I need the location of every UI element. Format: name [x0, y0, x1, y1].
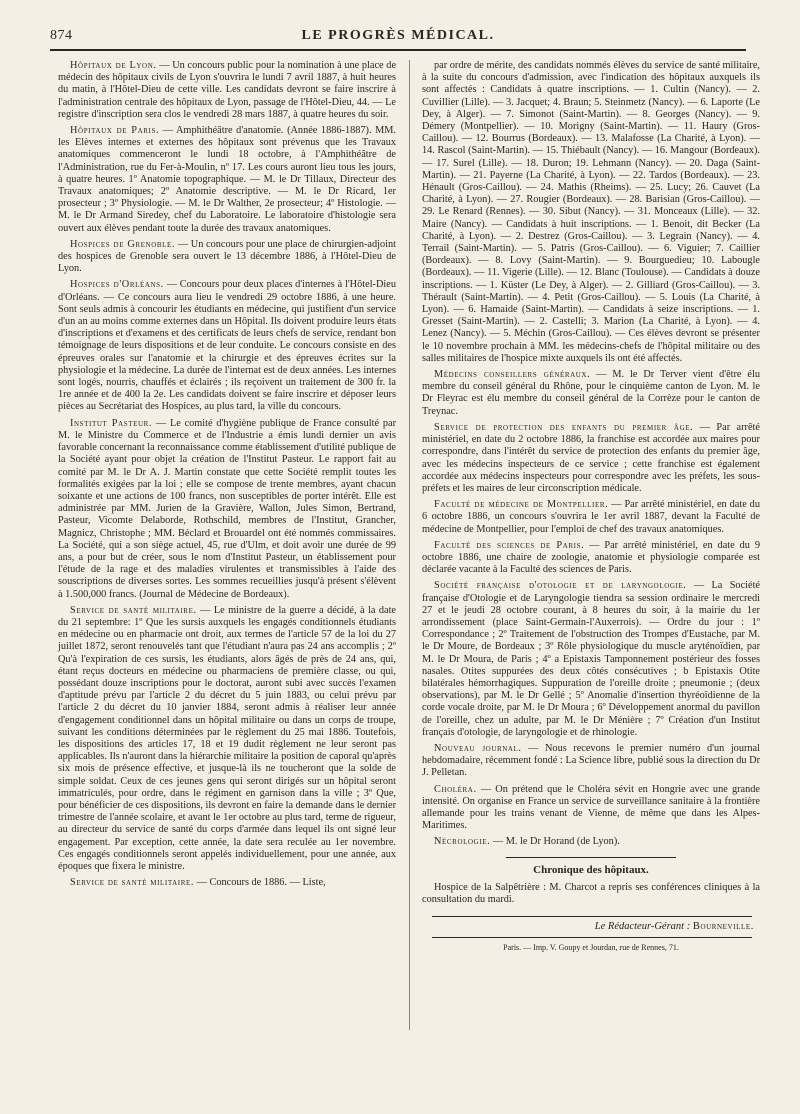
imprint-rule [432, 937, 752, 938]
item-heading: Hôpitaux de Paris. [70, 125, 160, 137]
item-text: — M. le Dr Terver vient d'être élu membre du conseil général du Rhône, pour le cinquième canton de Lyon. M. le Dr Fleyrac est élu membre du conseil général de la Corrèze pour le canton de Treynac. [422, 369, 760, 417]
journal-title: LE PROGRÈS MÉDICAL. [301, 28, 495, 43]
item-text: — Le comité d'hygiène publique de France consulté par M. le Ministre du Commerce et de l'Industrie a émis lundi dernier un avis favorable concernant la reconnaissance comme établissement d'utilité publique de la Société ayant pour objet la création de l'Institut Pasteur. Le rapport fait au comité par M. le Dr A. J. Martin constate que cette Société remplit toutes les formalités exigées par la loi ; elle se compose de trente membres, ayant chacun soixante et une actions de 100 francs, non susceptibles de porter intérêt. Elle est administrée par MM. Jurien de la Gravière, Wallon, Jules Simon, Bertrand, Pasteur, Vicomte Delaborde, Rothschild, membres de l'Institut, Grancher, Magnicz, Christophe ; MM. Béclard et Brouardel ont été nommés commissaires. La Société, qui a son siège actuel, 45, rue d'Ulm, et doit avoir une durée de 99 ans, a pour but de créer, sous le nom d'Institut Pasteur, un établissement pour l'étude de la rage et des maladies virulentes et transmissibles à l'aide des souscriptions de diverses sortes. Les sommes recueillies jusqu'à présent s'élèvent à 1.500,000 francs. (Journal de Médecine de Bordeaux). [58, 417, 397, 600]
item-text: — Amphithéâtre d'anatomie. (Année 1886-1887). MM. les Elèves internes et externes des hôpitaux sont prévenus que les Travaux anatomiques commenceront le lundi 18 octobre, à l'Amphithéâtre de l'Administration, rue du Fer-à-Moulin, nº 17. Les cours auront lieu tous les jours, à quatre heures. 1º Anatomie topographique. — M. le Dr Tillaux, Directeur des Travaux anatomiques; 2º Anatomie descriptive. — M. le Dr Ricard, 1er prosecteur ; 3º Physiologie. — M. le Dr Walther, 2e prosecteur; 4º Histologie. — M. le Dr Armand Siredey, chef du Laboratoire. Le laboratoire d'histologie sera ouvert aux élèves pendant toute la durée des travaux anatomiques. [58, 125, 397, 234]
news-item [58, 60, 396, 121]
item-text: — Concours pour deux places d'internes à l'Hôtel-Dieu d'Orléans. — Ce concours aura lieu le vendredi 29 octobre 1886, à une heure. Sont seuls admis à concourir les étudiants en médecine, qui justifient d'un service d'un an au moins comme externes dans un Hôpital. Ils doivent produire leurs états d'inscriptions et d'examens et des certificats de leurs chefs de service, rendant bon témoignage de leurs dispositions et de leur conduite. Le concours consiste en des épreuves orales sur l'anatomie et la chirurgie et des épreuves écrites sur la physiologie et la médecine. La durée de l'internat est de deux années. Les internes sont logés, nourris, chauffés et éclairés ; ils reçoivent un traitement de 300 fr. la 1re année et de 400 la 2e. Les candidats doivent se faire inscrire et déposer leurs pièces au Secrétariat des Hospices, au plus tard, la ville du concours. [58, 279, 397, 413]
news-item [422, 784, 760, 833]
news-item [422, 422, 760, 495]
item-heading: Institut Pasteur. [70, 417, 153, 429]
page-number: 874 [50, 28, 73, 43]
item-text: — Un concours pour une place de chirurgien-adjoint des hospices de Grenoble sera ouvert le 13 décembre 1886, à l'Hôtel-Dieu de Lyon. [58, 238, 397, 275]
item-text: — Le ministre de la guerre a décidé, à la date du 21 septembre: 1º Que les sursis auxquels les engagés conditionnels étudiants en médecine ou en pharmacie ont droit, aux termes de l'article 57 de la loi du 27 juillet 1872, seront renouvelés tant que l'étudiant n'aura pas 24 ans accomplis ; 2º Qu'à l'expiration de ces sursis, les étudiants, alors âgés de près de 24 ans, qui, étant reçus docteurs en médecine ou pharmaciens de première classe, ou qui, possédant douze inscriptions pour le doctorat, auront subi avec succès l'examen d'aptitude prévu par l'article 2 du décret du 5 juin 1883, ou celui prévu par l'article 2 du décret du 10 janvier 1884, seront admis à réaliser leur année d'engagement conditionnel dans un hôpital militaire ou dans un corps de troupe, suivant les conditions déterminées par le règlement du 25 mai 1886. Toutefois, les dispositions des articles 17, 18 et 19 dudit règlement ne leur seront pas applicables. Ils n'auront dans la hiérarchie militaire la position de caporal qu'après six mois de présence effective, et jusque-là ils ne toucheront que la solde de simple soldat. Ceux de ces jeunes gens qui seront dirigés sur un hôpital seront immatriculés, pour ordre, dans le régiment en garnison dans la ville ; 3º Que, pour bénéficier de ces dispositions, ils devront en faire la demande dans le dernier trimestre de l'année scolaire, et avant le 1er octobre au plus tard, terme de rigueur, au directeur du service de santé du corps d'armée dans lequel ils ont signé leur engagement. Par exception, cette année, la date sera reculée au 1er novembre. Ces engagés conditionnels seront appelés individuellement, pour une année, aux époques que fixera le ministre. [58, 604, 396, 872]
item-text: — Un concours public pour la nomination à une place de médecin des hôpitaux civils de Lyon s'ouvrira le lundi 7 avril 1887, à huit heures du matin, à l'Hôtel-Dieu de cette ville. Les candidats devront se faire inscrire à l'administration centrale des hôpitaux de Lyon, passage de l'Hôtel-Dieu, 44. — Le registre d'inscription sera clos le vendredi 28 mars 1887, à quatre heures du soir. [58, 60, 397, 120]
news-item [58, 605, 396, 873]
header-rule [50, 49, 746, 51]
chronique-heading: Chronique des hôpitaux. [422, 857, 760, 876]
item-heading: Choléra. [434, 783, 477, 795]
item-text: — Par arrêté ministériel, en date du 6 octobre 1886, un concours s'ouvrira le 1er avril 1887, devant la Faculté de médecine de Montpellier, pour l'emploi de chef des travaux anatomiques. [422, 499, 760, 535]
news-item [58, 418, 396, 601]
page-header [50, 28, 746, 46]
item-heading: Hospices de Grenoble. [70, 238, 176, 250]
item-heading: Hôpitaux de Lyon. [70, 60, 157, 71]
item-text: — La Société française d'Otologie et de Laryngologie tiendra sa session ordinaire le mercredi 27 et le jeudi 28 octobre courant, à 8 heures du soir, à la mairie du 1er arrondissement (place Saint-Germain-l'Auxerrois). — Ordre du jour : 1º Correspondance ; 2º Traitement de l'obstruction des Trompes d'Eustache, par M. le Dr Moure, de Bordeaux ; 3º Rôle physiologique du muscle aryténoïdien, par M. le Dr Moura, de Paris ; 4º a Epistaxis Tamponnement postérieur des fosses nasales. Otites suppurées des deux côtés consécutives ; b Epistaxis Otite bilatérales hémorrhagiques. Suppuration de l'oreille droite ; pneumonie ; (deux observations), par M. le Dr Gellé ; 5º Anomalie d'insertion thyréoïdienne de la corde vocale droite, par M. le Dr Moura ; 6º Développement anormal du pavillon de l'oreille, chez un adulte, par M. le Dr Ménière ; 7º Création d'un Institut français d'otologie, de laryngologie et de rhinologie. [422, 580, 760, 738]
printer-imprint: Paris. — Imp. V. Goupy et Jourdan, rue de Rennes, 71. [503, 943, 679, 953]
item-heading: Nouveau journal. [434, 742, 522, 754]
item-text: — On prétend que le Choléra sévit en Hongrie avec une grande intensité. On organise en France un service de surveillance sanitaire à la frontière allemande pour les trains venant de Vienne, de même que dans les Alpes-Maritimes. [422, 783, 760, 832]
signature-rule [432, 916, 752, 917]
item-text: — M. le Dr Horand (de Lyon). [492, 836, 620, 848]
item-text: par ordre de mérite, des candidats nommés élèves du service de santé militaire, à la suite du concours d'admission, avec l'indication des hôpitaux auxquels ils sont affectés : Candidats à quatre inscriptions. — 1. Cultin (Nancy). — 2. Cuvillier (Lille). — 3. Jacquet; 4. Braun; 5. Steinmetz (Nancy). — 6. Laporte (Le Dey, à Alger). — 7. Simonot (Saint-Martin). — 8. Georges (Nancy). — 9. Démery (Montpellier). — 10. Morigny (Saint-Martin). — 11. Haury (Gros-Caillou). — 12. Bourrus (Bordeaux). — 13. Malafosse (La Charité, à Lyon). — 14. Rascol (Saint-Martin). — 15. Thiébault (Nancy). — 16. Mangour (Bordeaux). — 17. Surel (Lille). — 18. Duron; 19. Lehmann (Nancy). — 20. Daga (Saint-Martin). — 21. Payerne (La Charité, à Lyon). — 22. Tardos (Bordeaux). — 23. Hénault (Gros-Caillou). — 24. Mathis (Rheims). — 25. Lucy; 26. Cauvet (La Charité, à Lyon). — 27. Rougier (Bordeaux). — 28. Barisian (Gros-Caillou). — 29. Le Renard (Rennes). — 30. Sibut (Nancy). — 31. Monceaux (Lille). — 32. Maire (Nancy). — Candidats à huit inscriptions. — 1. Benoit, dit Becker (La Charité, à Lyon). — 2. Destrez (Gros-Caillou). — 3. Legrain (Nancy). — 4. Terrail (Saint-Martin). — 5. Patris (Gros-Caillou). — 6. Viguier; 7. Caillier (Bordeaux). — 8. Lovy (Saint-Martin). — 9. Bourguedieu; 10. Labougle (Bordeaux). — 11. Vigerie (Lille). — 12. Blanc (Toulouse). — Candidats à douze inscriptions. — 1. Küster (Le Dey, à Alger). — 2. Gilliard (Gros-Caillou). — 3. Thérault (Saint-Martin). — 4. Petit (Gros-Caillou). — 5. Louis (La Charité, à Lyon). — 6. Hamaide (Saint-Martin). — Candidats à seize inscriptions. — 1. Gresset (Saint-Martin). — 2. Castelli; 3. Marion (La Charité, à Lyon). — 4. Lenez (Nancy). — 5. Méchin (Gros-Caillou). — Ces élèves devront se présenter le 10 novembre prochain à MM. les médecins-chefs de l'hôpital militaire ou des salles militaires de l'hospice mixte auxquels ils ont été affectés. [422, 60, 760, 364]
news-item [422, 499, 760, 536]
item-heading: Faculté de médecine de Montpellier. [434, 499, 609, 511]
signature-label: Le Rédacteur-Gérant : [594, 921, 691, 933]
news-item [422, 540, 760, 577]
news-item [58, 239, 396, 276]
signature [422, 921, 760, 933]
item-heading: Hospices d'Orléans. [70, 279, 164, 291]
news-item [422, 743, 760, 780]
item-text: — Par arrêté ministériel, en date du 2 octobre 1886, la franchise est accordée aux maires pour correspondre, dans l'intérêt du service de protection des enfants du premier âge, avec les médecins inspecteurs de ce service ; cette franchise est également accordée aux médecins inspecteurs pour correspondre avec les préfets, les sous-préfets et les maires de leur circonscription médicale. [422, 421, 760, 494]
news-item [422, 369, 760, 418]
item-text: — Nous recevons le premier numéro d'un journal hebdomadaire, récemment fondé : La Science libre, publié sous la direction du Dr J. Pelletan. [422, 742, 760, 779]
news-item [58, 279, 396, 413]
signature-name: Bourneville. [692, 921, 754, 933]
item-text: — Concours de 1886. — Liste, [196, 877, 326, 889]
item-heading: Médecins conseillers généraux. [434, 369, 591, 381]
column-divider [409, 60, 410, 1030]
item-heading: Faculté des sciences de Paris. [434, 539, 585, 551]
item-text: — Par arrêté ministériel, en date du 9 octobre 1886, une chaire de zoologie, anatomie et physiologie comparée est déclarée vacante à la Faculté des sciences de Paris. [422, 539, 760, 576]
news-item [422, 60, 760, 365]
item-heading: Service de protection des enfants du premier âge. [434, 421, 694, 433]
item-heading: Service de santé militaire. [70, 877, 195, 889]
news-item [422, 580, 760, 739]
news-item [58, 125, 396, 235]
chronique-text: Hospice de la Salpêtrière : M. Charcot a repris ses conférences cliniques à la consultation du mardi. [422, 881, 760, 905]
item-heading: Société française d'otologie et de laryngologie. [434, 580, 687, 592]
left-column [58, 60, 396, 893]
item-heading: Nécrologie. [434, 836, 491, 848]
right-column [422, 60, 760, 959]
news-item [422, 836, 760, 848]
news-item [58, 877, 396, 889]
item-heading: Service de santé militaire. [70, 604, 197, 616]
